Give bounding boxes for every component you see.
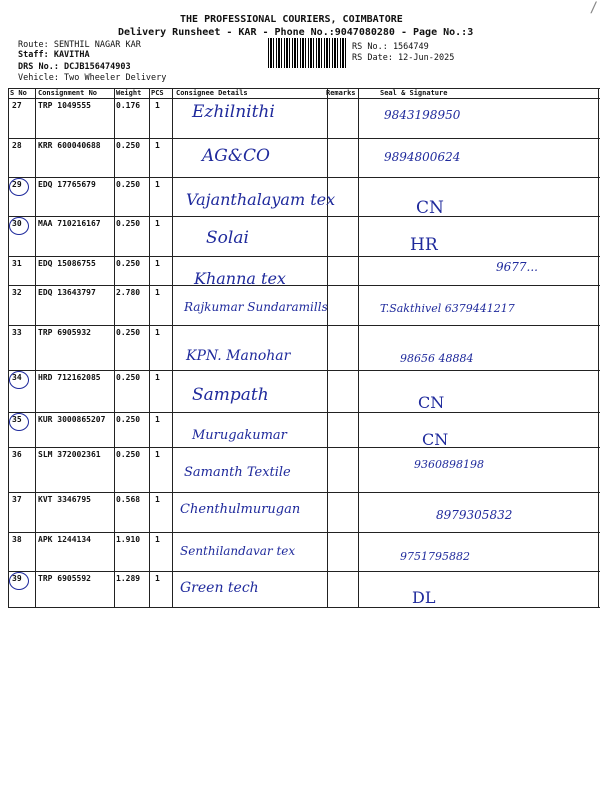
cell-pcs: 1 — [155, 288, 160, 297]
handwritten-consignee: Chenthulmurugan — [180, 502, 301, 517]
cell-sno: 33 — [12, 328, 22, 337]
cell-pcs: 1 — [155, 219, 160, 228]
handwritten-signature: T.Sakthivel 6379441217 — [380, 302, 515, 315]
company-title: THE PROFESSIONAL COURIERS, COIMBATORE — [180, 14, 403, 25]
cell-weight: 0.250 — [116, 373, 141, 382]
cell-pcs: 1 — [155, 180, 160, 189]
rs-number: RS No.: 1564749 — [352, 42, 429, 52]
cell-weight: 0.250 — [116, 415, 141, 424]
handwritten-consignee: Senthilandavar tex — [180, 544, 296, 558]
handwritten-signature: 9894800624 — [384, 150, 461, 164]
cell-pcs: 1 — [155, 574, 160, 583]
handwritten-signature: DL — [412, 588, 436, 607]
cell-weight: 0.568 — [116, 495, 141, 504]
barcode-graphic — [268, 38, 348, 68]
col-header-sno: S No — [10, 89, 27, 97]
cell-pcs: 1 — [155, 101, 160, 110]
cell-pcs: 1 — [155, 535, 160, 544]
cell-sno: 34 — [12, 373, 22, 382]
handwritten-consignee: AG&CO — [202, 146, 270, 166]
handwritten-signature: 9843198950 — [384, 108, 461, 122]
cell-sno: 38 — [12, 535, 22, 544]
cell-weight: 1.910 — [116, 535, 141, 544]
handwritten-consignee: Khanna tex — [194, 269, 286, 288]
cell-sno: 28 — [12, 141, 22, 150]
cell-weight: 0.250 — [116, 180, 141, 189]
handwritten-signature: 98656 48884 — [400, 352, 474, 365]
vehicle-line: Vehicle: Two Wheeler Delivery — [18, 73, 167, 83]
page-corner-mark: / — [589, 0, 598, 16]
runsheet-subtitle: Delivery Runsheet - KAR - Phone No.:9047080280 - Page No.:3 — [118, 27, 474, 38]
col-header-pcs: PCS — [151, 89, 164, 97]
cell-consignment: APK 1244134 — [38, 535, 91, 544]
cell-consignment: EDQ 15086755 — [38, 259, 96, 268]
handwritten-consignee: Ezhilnithi — [192, 102, 275, 122]
cell-sno: 31 — [12, 259, 22, 268]
cell-consignment: TRP 6905932 — [38, 328, 91, 337]
handwritten-consignee: Murugakumar — [192, 428, 287, 443]
cell-weight: 0.250 — [116, 328, 141, 337]
cell-weight: 0.176 — [116, 101, 141, 110]
handwritten-consignee: Solai — [206, 228, 249, 248]
cell-consignment: EDQ 13643797 — [38, 288, 96, 297]
cell-sno: 32 — [12, 288, 22, 297]
cell-pcs: 1 — [155, 415, 160, 424]
cell-sno: 35 — [12, 415, 22, 424]
handwritten-signature: 9360898198 — [414, 458, 484, 471]
handwritten-signature: CN — [422, 430, 449, 449]
rs-date: RS Date: 12-Jun-2025 — [352, 53, 455, 63]
handwritten-consignee: Rajkumar Sundaramills — [184, 300, 328, 314]
cell-consignment: KRR 600040688 — [38, 141, 101, 150]
handwritten-signature: 9751795882 — [400, 550, 470, 563]
cell-consignment: TRP 6905592 — [38, 574, 91, 583]
route-line: Route: SENTHIL NAGAR KAR — [18, 40, 141, 50]
cell-pcs: 1 — [155, 373, 160, 382]
cell-consignment: KVT 3346795 — [38, 495, 91, 504]
cell-weight: 2.780 — [116, 288, 141, 297]
cell-sno: 36 — [12, 450, 22, 459]
cell-consignment: KUR 3000865207 — [38, 415, 106, 424]
handwritten-signature: 9677... — [496, 260, 538, 274]
cell-sno: 37 — [12, 495, 22, 504]
handwritten-signature: CN — [416, 198, 444, 218]
handwritten-consignee: Sampath — [192, 385, 269, 405]
handwritten-consignee: Green tech — [180, 580, 259, 596]
col-header-weight: Weight — [116, 89, 142, 97]
cell-sno: 39 — [12, 574, 22, 583]
handwritten-consignee: KPN. Manohar — [186, 348, 291, 364]
cell-pcs: 1 — [155, 141, 160, 150]
col-header-remarks: Remarks — [326, 89, 356, 97]
cell-weight: 0.250 — [116, 141, 141, 150]
cell-pcs: 1 — [155, 328, 160, 337]
col-header-consignment: Consignment No — [38, 89, 98, 97]
cell-consignment: EDQ 17765679 — [38, 180, 96, 189]
cell-sno: 30 — [12, 219, 22, 228]
cell-weight: 0.250 — [116, 259, 141, 268]
cell-sno: 27 — [12, 101, 22, 110]
staff-line: Staff: KAVITHA — [18, 50, 90, 60]
runsheet-table — [8, 88, 600, 608]
cell-consignment: TRP 1049555 — [38, 101, 91, 110]
cell-consignment: HRD 712162085 — [38, 373, 101, 382]
handwritten-consignee: Samanth Textile — [184, 465, 291, 480]
cell-pcs: 1 — [155, 495, 160, 504]
drs-line: DRS No.: DCJB156474903 — [18, 62, 131, 72]
cell-weight: 0.250 — [116, 219, 141, 228]
col-header-consignee: Consignee Details — [176, 89, 248, 97]
cell-weight: 0.250 — [116, 450, 141, 459]
cell-pcs: 1 — [155, 259, 160, 268]
cell-consignment: MAA 710216167 — [38, 219, 101, 228]
col-header-signature: Seal & Signature — [380, 89, 448, 97]
cell-weight: 1.289 — [116, 574, 141, 583]
cell-sno: 29 — [12, 180, 22, 189]
handwritten-signature: 8979305832 — [436, 508, 513, 522]
cell-pcs: 1 — [155, 450, 160, 459]
handwritten-signature: CN — [418, 393, 445, 412]
handwritten-signature: HR — [410, 235, 438, 255]
handwritten-consignee: Vajanthalayam tex — [186, 190, 336, 209]
cell-consignment: SLM 372002361 — [38, 450, 101, 459]
